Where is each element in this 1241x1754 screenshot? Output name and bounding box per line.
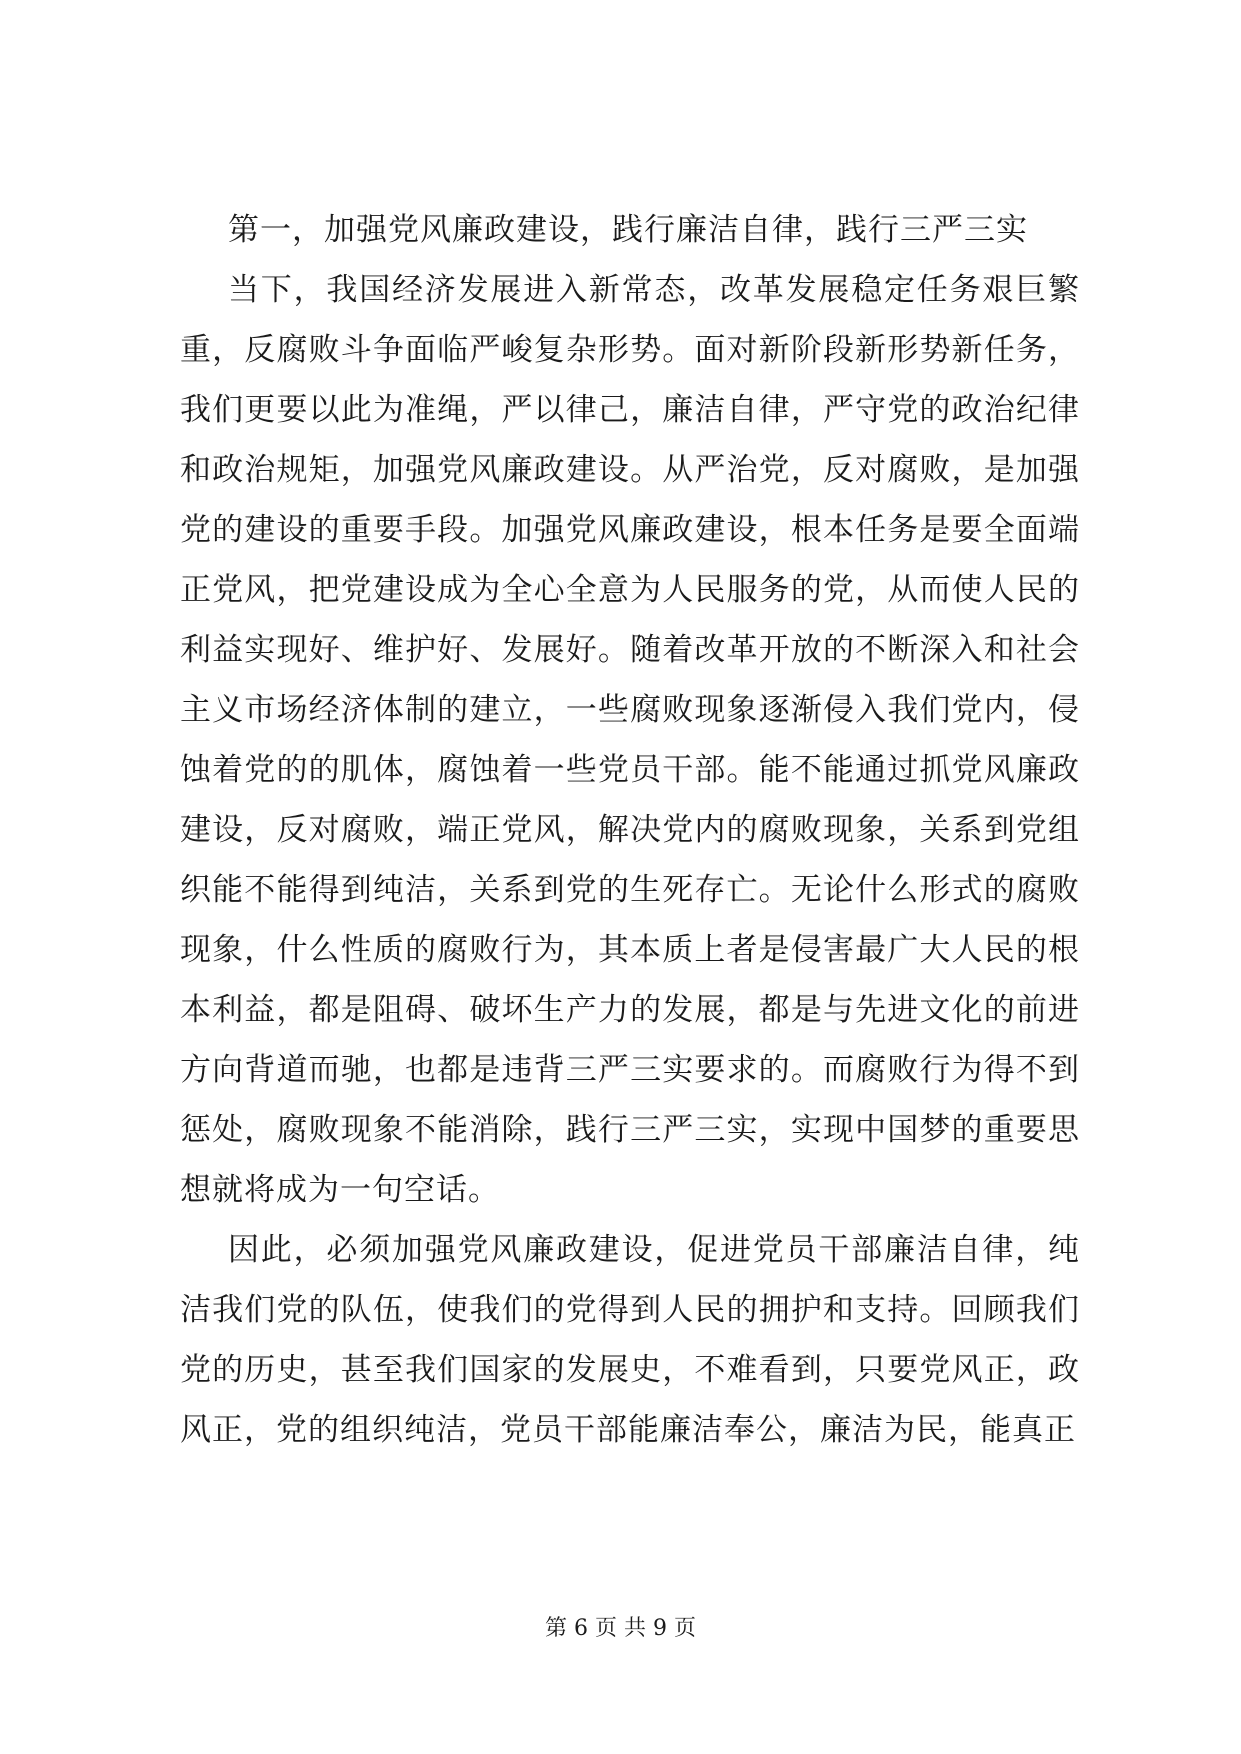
- section-heading: 第一，加强党风廉政建设，践行廉洁自律，践行三严三实: [228, 212, 1028, 248]
- paragraph-2-line: 风正，党的组织纯洁，党员干部能廉洁奉公，廉洁为民，能真正: [180, 1412, 1076, 1448]
- body-text: [180, 200, 1080, 1460]
- paragraph-1-line: 方向背道而驰，也都是违背三严三实要求的。而腐败行为得不到: [180, 1052, 1080, 1088]
- paragraph-1-line: 现象，什么性质的腐败行为，其本质上者是侵害最广大人民的根: [180, 932, 1080, 968]
- paragraph-2-line: 因此，必须加强党风廉政建设，促进党员干部廉洁自律，纯: [228, 1232, 1080, 1268]
- paragraph-2-line: 党的历史，甚至我们国家的发展史，不难看到，只要党风正，政: [180, 1352, 1080, 1388]
- paragraph-1-line: 和政治规矩，加强党风廉政建设。从严治党，反对腐败，是加强: [180, 452, 1080, 488]
- paragraph-1-line: 当下，我国经济发展进入新常态，改革发展稳定任务艰巨繁: [228, 272, 1080, 308]
- paragraph-1-line: 建设，反对腐败，端正党风，解决党内的腐败现象，关系到党组: [180, 812, 1080, 848]
- paragraph-1-line: 党的建设的重要手段。加强党风廉政建设，根本任务是要全面端: [180, 512, 1080, 548]
- paragraph-1-line: 重，反腐败斗争面临严峻复杂形势。面对新阶段新形势新任务，: [180, 332, 1080, 368]
- paragraph-1-line: 正党风，把党建设成为全心全意为人民服务的党，从而使人民的: [180, 572, 1080, 608]
- paragraph-1-line: 主义市场经济体制的建立，一些腐败现象逐渐侵入我们党内，侵: [180, 692, 1080, 728]
- paragraph-1-line: 织能不能得到纯洁，关系到党的生死存亡。无论什么形式的腐败: [180, 872, 1080, 908]
- paragraph-1-line: 想就将成为一句空话。: [180, 1172, 500, 1208]
- paragraph-2-line: 洁我们党的队伍，使我们的党得到人民的拥护和支持。回顾我们: [180, 1292, 1080, 1328]
- paragraph-1-line: 本利益，都是阻碍、破坏生产力的发展，都是与先进文化的前进: [180, 992, 1080, 1028]
- paragraph-1-line: 利益实现好、维护好、发展好。随着改革开放的不断深入和社会: [180, 632, 1080, 668]
- paragraph-1-line: 蚀着党的的肌体，腐蚀着一些党员干部。能不能通过抓党风廉政: [180, 752, 1080, 788]
- paragraph-1-line: 惩处，腐败现象不能消除，践行三严三实，实现中国梦的重要思: [180, 1112, 1080, 1148]
- paragraph-1-line: 我们更要以此为准绳，严以律己，廉洁自律，严守党的政治纪律: [180, 392, 1080, 428]
- page-number-footer: 第 6 页 共 9 页: [545, 1616, 696, 1641]
